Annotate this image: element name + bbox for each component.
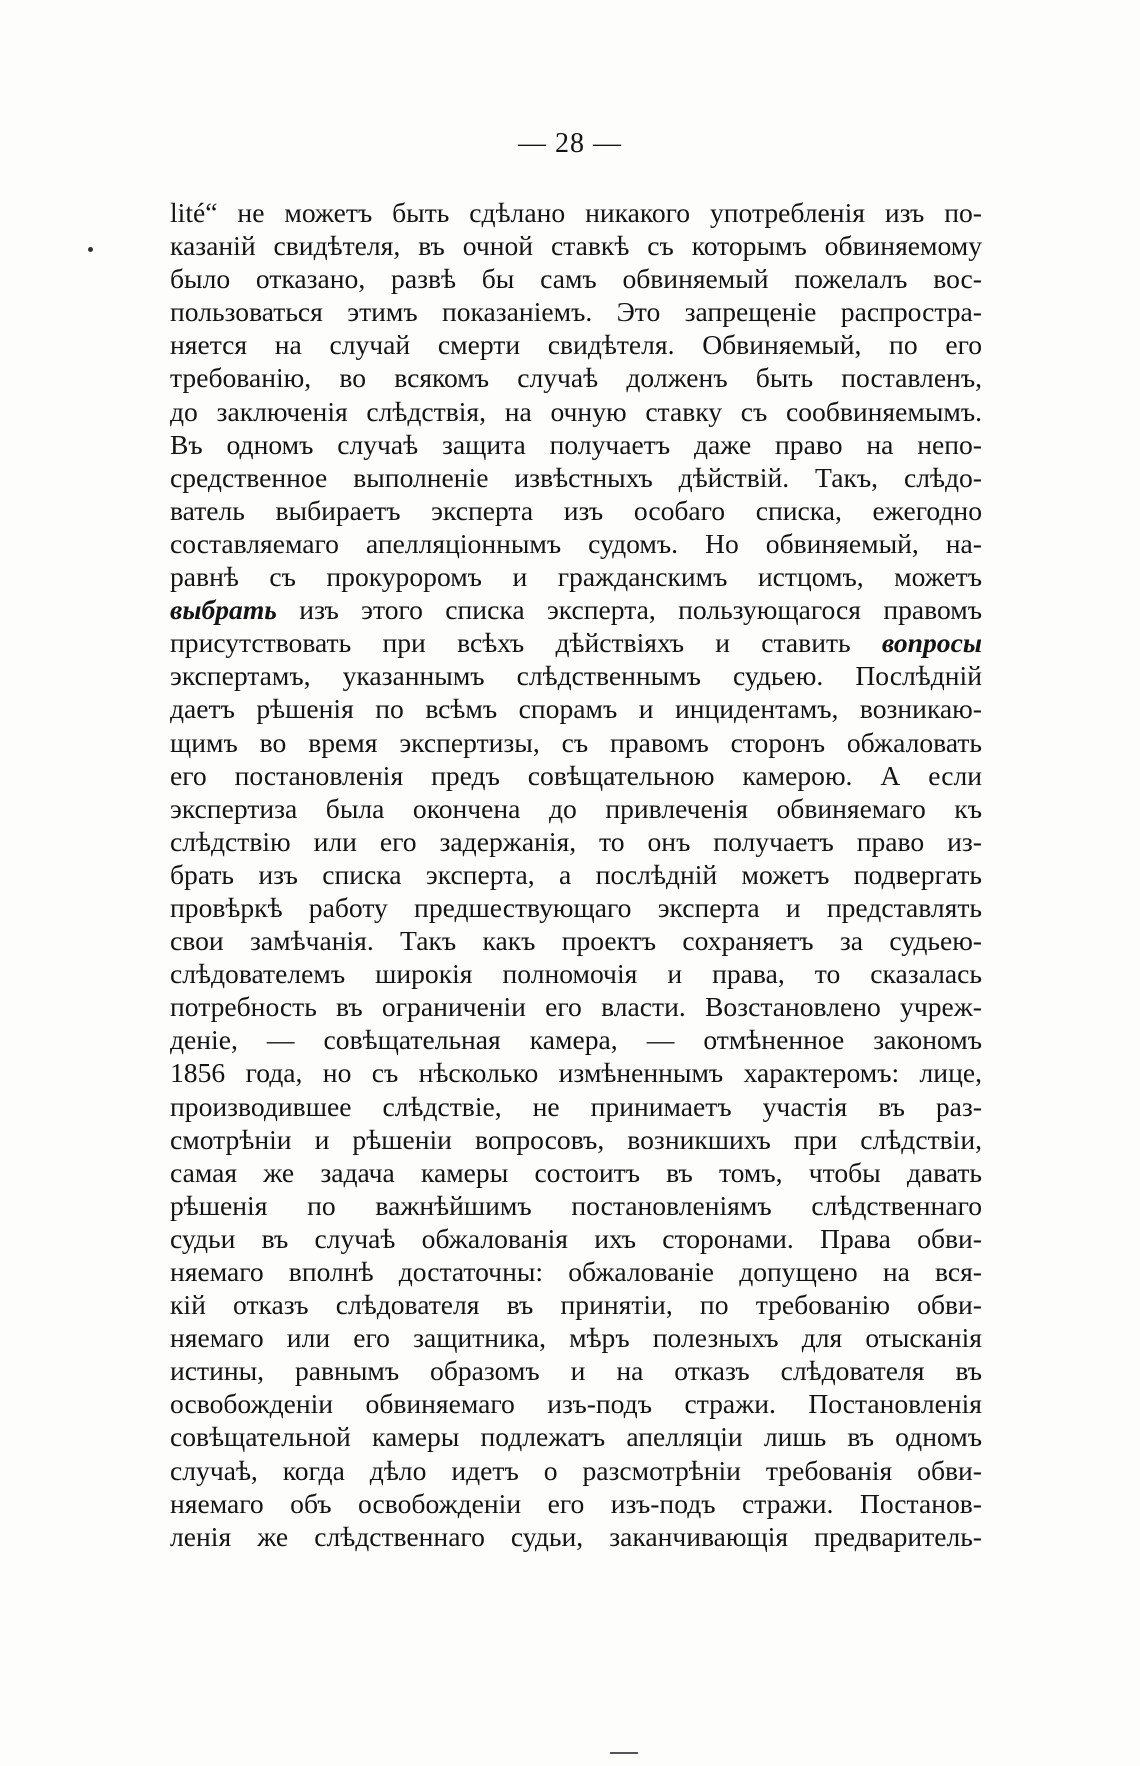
text-line: кій отказъ слѣдователя въ принятіи, по требованію обви- [170, 1289, 982, 1321]
text-line: присутствовать при всѣхъ дѣйствіяхъ и ставить вопросы [170, 627, 982, 659]
text-line: равнѣ съ прокуроромъ и гражданскимъ истцомъ, можетъ [170, 561, 982, 593]
text-line: до заключенія слѣдствія, на очную ставку съ сообвиняемымъ. [170, 395, 982, 427]
text-line: было отказано, развѣ бы самъ обвиняемый пожелалъ вос- [170, 263, 982, 295]
text-line: няется на случай смерти свидѣтеля. Обвиняемый, по его [170, 329, 982, 361]
text-line: требованію, во всякомъ случаѣ долженъ быть поставленъ, [170, 362, 982, 394]
text-line: брать изъ списка эксперта, а послѣдній можетъ подвергать [170, 858, 982, 890]
text-line: экспертиза была окончена до привлеченія обвиняемаго къ [170, 792, 982, 824]
text-line: няемаго вполнѣ достаточны: обжалованіе допущено на вся- [170, 1256, 982, 1287]
text-line: няемаго объ освобожденіи его изъ-подъ стражи. Постанов- [170, 1487, 982, 1519]
text-line: казаній свидѣтеля, въ очной ставкѣ съ которымъ обвиняемому [170, 230, 982, 262]
page-number: — 28 — [518, 128, 622, 159]
text-line: слѣдователемъ широкія полномочія и права, то сказалась [170, 958, 982, 990]
text-line: щимъ во время экспертизы, съ правомъ сторонъ обжаловать [170, 726, 982, 758]
text-line: судьи въ случаѣ обжалованія ихъ сторонами. Права обви- [170, 1222, 982, 1254]
body-text [170, 196, 982, 1553]
text-line: истины, равнымъ образомъ и на отказъ слѣдователя въ [170, 1355, 982, 1387]
text-line: даетъ рѣшенія по всѣмъ спорамъ и инцидентамъ, возникаю- [170, 693, 982, 725]
footer-rule [610, 1752, 638, 1754]
text-line: случаѣ, когда дѣло идетъ о разсмотрѣніи требованія обви- [170, 1454, 982, 1486]
text-line: смотрѣніи и рѣшеніи вопросовъ, возникшихъ при слѣдствіи, [170, 1123, 982, 1155]
text-line: совѣщательной камеры подлежатъ апелляціи лишь въ одномъ [170, 1421, 982, 1453]
text-line: 1856 года, но съ нѣсколько измѣненнымъ характеромъ: лице, [170, 1057, 982, 1089]
text-line: освобожденіи обвиняемаго изъ-подъ стражи. Постановленія [170, 1388, 982, 1420]
text-line: ватель выбираетъ эксперта изъ особаго списка, ежегодно [170, 494, 982, 526]
text-line: lité“ не можетъ быть сдѣлано никакого употребленія изъ по- [170, 197, 982, 228]
text-line: производившее слѣдствіе, не принимаетъ участія въ раз- [170, 1090, 982, 1122]
margin-dot [88, 247, 93, 252]
text-line: слѣдствію или его задержанія, то онъ получаетъ право из- [170, 825, 982, 857]
text-line: выбрать изъ этого списка эксперта, пользующагося правомъ [170, 594, 982, 626]
text-line: средственное выполненіе извѣстныхъ дѣйствій. Такъ, слѣдо- [170, 461, 982, 493]
text-line: пользоваться этимъ показаніемъ. Это запрещеніе распростра- [170, 296, 982, 328]
text-line: няемаго или его защитника, мѣръ полезныхъ для отысканія [170, 1322, 982, 1354]
text-line: рѣшенія по важнѣйшимъ постановленіямъ слѣдственнаго [170, 1189, 982, 1221]
text-line: экспертамъ, указаннымъ слѣдственнымъ судьею. Послѣдній [170, 660, 982, 692]
text-line: его постановленія предъ совѣщательною камерою. А если [170, 759, 982, 791]
text-line: провѣркѣ работу предшествующаго эксперта и представлять [170, 891, 982, 923]
text-line: составляемаго апелляціоннымъ судомъ. Но обвиняемый, на- [170, 527, 982, 559]
text-line: свои замѣчанія. Такъ какъ проектъ сохраняетъ за судьею- [170, 925, 982, 957]
text-line: ленія же слѣдственнаго судьи, заканчивающія предваритель- [170, 1520, 982, 1552]
text-line: Въ одномъ случаѣ защита получаетъ даже право на непо- [170, 428, 982, 460]
text-line: самая же задача камеры состоитъ въ томъ, чтобы давать [170, 1156, 982, 1188]
text-line: потребность въ ограниченіи его власти. Возстановлено учреж- [170, 991, 982, 1023]
text-line: деніе, — совѣщательная камера, — отмѣненное закономъ [170, 1024, 982, 1056]
